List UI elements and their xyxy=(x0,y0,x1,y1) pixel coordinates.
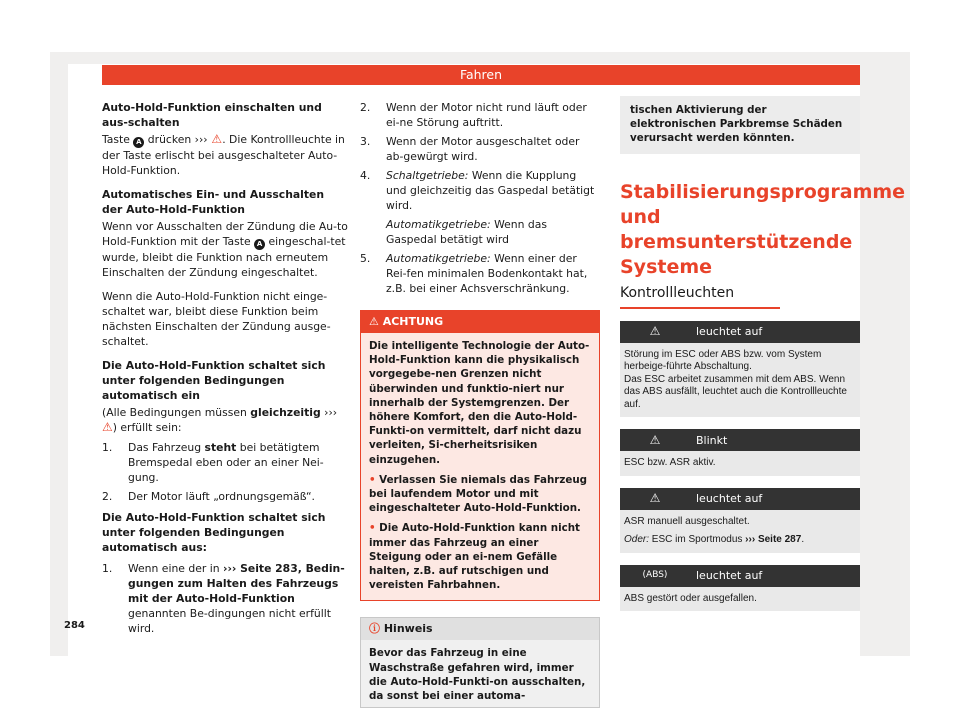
lamp-row-body: Störung im ESC oder ABS bzw. vom System herbeige-führte Abschaltung. Das ESC arbeitet zusammen mit dem ABS. Wenn das ABS ausfällt, leuchtet auch die Kontrollleuchte auf. xyxy=(620,343,860,418)
lamp-row-header: ⚠ Blinkt xyxy=(620,429,860,451)
warning-box xyxy=(360,310,600,601)
column-1 xyxy=(102,100,348,640)
warning-box-body: Die intelligente Technologie der Auto-Hold-Funktion kann die physikalisch vorgegebe-nen Grenzen nicht überwinden und funktio-niert nur innerhalb der Systemgrenzen. Der höhere Komfort, den die Auto-Hold-Funkti-on vermittelt, darf nicht dazu verleiten, Si-cherheitsrisiken einzugehen. • Verlassen Sie niemals das Fahrzeug bei laufendem Motor und mit eingeschalteter Auto-Hold-Funktion. • Die Auto-Hold-Funktion kann nicht immer das Fahrzeug an einer Steigung oder an ei-nem Gefälle halten, z.B. auf rutschigen und vereisten Fahrbahnen. xyxy=(361,333,599,600)
off-conditions-list-continued xyxy=(360,100,600,296)
cross-reference-link[interactable]: ››› xyxy=(320,406,338,419)
off-conditions-list xyxy=(102,561,348,636)
warning-box-header: ⚠ ACHTUNG xyxy=(361,311,599,333)
note-box-header: ⓘ Hinweis xyxy=(361,618,599,640)
bullet-icon: • xyxy=(369,473,380,486)
column-3 xyxy=(620,96,906,611)
subsection-title: Kontrollleuchten xyxy=(620,286,780,309)
chapter-header: Fahren xyxy=(102,65,860,85)
section-title: Stabilisierungsprogramme und bremsunterstützende Systeme xyxy=(620,180,906,278)
lamp-row-header: ⚠ leuchtet auf xyxy=(620,321,860,343)
heading-automatic-switching: Automatisches Ein- und Ausschalten der Auto-Hold-Funktion xyxy=(102,188,325,216)
cross-reference-link[interactable]: ››› Seite 283, Bedin-gungen zum Halten des Fahrzeugs mit der Auto-Hold-Funktion xyxy=(128,562,345,605)
list-item: 3. Wenn der Motor ausgeschaltet oder ab-gewürgt wird. xyxy=(360,135,580,163)
lamp-row-body: ABS gestört oder ausgefallen. xyxy=(620,587,860,612)
auto-hold-button-icon: A xyxy=(254,239,265,250)
heading-auto-on-conditions: Die Auto-Hold-Funktion schaltet sich unter folgenden Bedingungen automatisch ein xyxy=(102,359,326,402)
abs-icon: (ABS) xyxy=(642,570,668,581)
lamp-row-body: ESC bzw. ASR aktiv. xyxy=(620,451,860,476)
column-2 xyxy=(360,100,600,708)
note-box xyxy=(360,617,600,708)
esc-icon: ⚠ xyxy=(649,432,661,447)
lamp-row-header: ⚠ leuchtet auf xyxy=(620,488,860,510)
esc-icon: ⚠ xyxy=(649,324,661,339)
on-conditions-list xyxy=(102,440,348,504)
list-item: 5. Automatikgetriebe: Wenn einer der Rei-fen minimalen Bodenkontakt hat, z.B. bei einer Achsverschränkung. xyxy=(360,252,588,295)
warning-triangle-icon: ⚠ xyxy=(369,315,383,328)
heading-auto-hold-toggle: Auto-Hold-Funktion einschalten und aus-schalten xyxy=(102,101,322,129)
lamp-row-body: ASR manuell ausgeschaltet. Oder: ESC im Sportmodus ››› Seite 287. xyxy=(620,510,860,553)
warning-bullet: • Verlassen Sie niemals das Fahrzeug bei laufendem Motor und mit eingeschalteter Auto-Hold-Funktion. xyxy=(369,473,588,515)
paragraph-toggle: Taste A drücken ››› ⚠. Die Kontrollleuchte in der Taste erlischt bei ausgeschalteter Auto-Hold-Funktion. xyxy=(102,132,345,177)
warning-triangle-icon: ⚠ xyxy=(102,420,113,434)
cross-reference-link[interactable]: ››› xyxy=(194,133,208,146)
note-box-continued: tischen Aktivierung der elektronischen Parkbremse Schäden verursacht werden könnten. xyxy=(620,96,860,154)
page-number: 284 xyxy=(64,620,85,631)
paragraph-off-state: Wenn die Auto-Hold-Funktion nicht einge-schaltet war, bleibt diese Funktion beim nächsten Einschalten der Zündung ausge-schaltet. xyxy=(102,290,331,348)
info-icon: ⓘ xyxy=(369,622,384,636)
note-box-body: Bevor das Fahrzeug in eine Waschstraße gefahren wird, immer die Auto-Hold-Funkti-on ausschalten, da sonst bei einer automa- xyxy=(361,640,599,707)
lamp-row-header: (ABS) leuchtet auf xyxy=(620,565,860,587)
cross-reference-link[interactable]: ››› Seite 287 xyxy=(745,534,802,546)
paragraph-conditions: (Alle Bedingungen müssen gleichzeitig ››› ⚠) erfüllt sein: xyxy=(102,406,338,434)
paragraph-memory: Wenn vor Ausschalten der Zündung die Au-to Hold-Funktion mit der Taste A eingeschal-tet wurde, bleibt die Funktion nach erneutem Einschalten der Zündung eingeschaltet. xyxy=(102,220,348,279)
list-item: 4. Schaltgetriebe: Wenn die Kupplung und gleichzeitig das Gaspedal betätigt wird. xyxy=(360,169,595,212)
list-item: 2. Wenn der Motor nicht rund läuft oder ei-ne Störung auftritt. xyxy=(360,101,587,129)
bullet-icon: • xyxy=(369,522,380,535)
list-item: Automatikgetriebe: Wenn das Gaspedal betätigt wird xyxy=(386,218,547,246)
list-item: 1. Das Fahrzeug steht bei betätigtem Bremspedal eben oder an einer Nei-gung. xyxy=(102,441,324,484)
esc-off-icon: ⚠ xyxy=(649,491,661,506)
warning-bullet: • Die Auto-Hold-Funktion kann nicht immer das Fahrzeug an einer Steigung oder an ei-nem Gefälle halten, z.B. auf rutschigen und vereisten Fahrbahnen. xyxy=(369,522,580,592)
auto-hold-button-icon: A xyxy=(133,137,144,148)
heading-auto-off-conditions: Die Auto-Hold-Funktion schaltet sich unter folgenden Bedingungen automatisch aus: xyxy=(102,511,326,554)
warning-triangle-icon: ⚠ xyxy=(207,132,223,146)
list-item: 1. Wenn eine der in ››› Seite 283, Bedin-gungen zum Halten des Fahrzeugs mit der Auto-Hold-Funktion genannten Be-dingungen nicht erfüllt wird. xyxy=(102,562,345,635)
list-item: 2. Der Motor läuft „ordnungsgemäß“. xyxy=(102,490,315,503)
